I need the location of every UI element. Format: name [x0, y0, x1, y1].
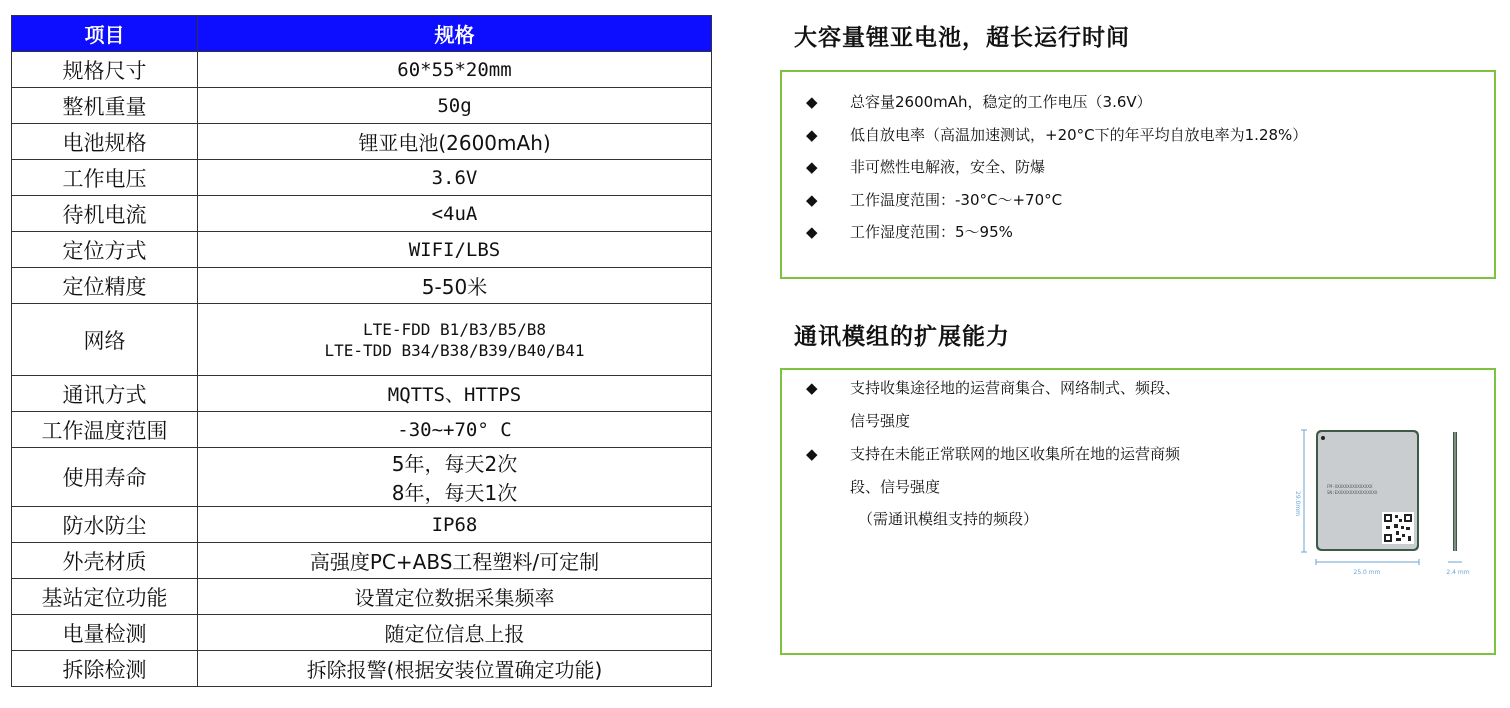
row-value-line: 锂亚电池(2600mAh) — [358, 131, 551, 155]
battery-bullet-item — [782, 123, 1494, 156]
row-value-line: <4uA — [431, 202, 478, 225]
battery-bullet-item — [782, 220, 1494, 253]
diamond-bullet-icon: ◆ — [806, 93, 818, 111]
row-label: 定位精度 — [12, 268, 198, 304]
row-value — [198, 160, 712, 196]
row-value-line: 设置定位数据采集频率 — [354, 586, 555, 610]
row-value-line: IP68 — [431, 513, 478, 536]
table-row — [12, 196, 712, 232]
diamond-bullet-icon: ◆ — [806, 158, 818, 176]
table-row — [12, 507, 712, 543]
pin1-dot — [1321, 436, 1325, 440]
bullet-text-line: 支持在未能正常联网的地区收集所在地的运营商频 — [850, 445, 1181, 463]
battery-bullet-item — [782, 90, 1494, 123]
table-row — [12, 88, 712, 124]
table-header-row — [12, 16, 712, 52]
bullet-text-line: 信号强度 — [850, 412, 911, 430]
diamond-bullet-icon: ◆ — [806, 445, 818, 463]
diamond-bullet-icon: ◆ — [806, 223, 818, 241]
row-label: 定位方式 — [12, 232, 198, 268]
module-note: （需通讯模组支持的频段） — [858, 510, 1039, 528]
row-value-line: 5-50米 — [421, 275, 488, 299]
chip-text-1: FM-XXXXXXXXXXXXXXX — [1327, 484, 1373, 489]
table-row — [12, 543, 712, 579]
table-row — [12, 160, 712, 196]
table-row — [12, 412, 712, 448]
row-value — [198, 196, 712, 232]
battery-bullet-item — [782, 188, 1494, 221]
bullet-text: 低自放电率（高温加速测试，+20°C下的年平均自放电率为1.28%） — [850, 125, 1308, 144]
module-image — [1290, 420, 1490, 590]
diamond-bullet-icon: ◆ — [806, 190, 818, 209]
row-value — [198, 304, 712, 376]
bullet-text-line: 支持收集途径地的运营商集合、网络制式、频段、 — [850, 379, 1181, 397]
row-value-line: 拆除报警(根据安装位置确定功能) — [306, 658, 603, 682]
row-label: 电量检测 — [12, 615, 198, 651]
row-value — [198, 651, 712, 687]
bullet-text: 工作温度范围：-30°C～+70°C — [850, 190, 1063, 209]
diamond-bullet-icon: ◆ — [806, 125, 818, 144]
battery-bullet-item — [782, 155, 1494, 188]
row-value — [198, 124, 712, 160]
battery-box — [780, 70, 1496, 279]
row-value — [198, 615, 712, 651]
row-value — [198, 448, 712, 507]
row-value-line: 50g — [437, 94, 472, 117]
dim-height-label: 29.0mm — [1294, 491, 1301, 517]
row-value-line: 高强度PC+ABS工程塑料/可定制 — [309, 550, 600, 574]
table-row — [12, 124, 712, 160]
row-value-line: 8年，每天1次 — [391, 481, 518, 505]
table-row — [12, 376, 712, 412]
row-value — [198, 232, 712, 268]
row-label: 待机电流 — [12, 196, 198, 232]
row-label: 工作电压 — [12, 160, 198, 196]
row-value — [198, 412, 712, 448]
row-value-line: MQTTS、HTTPS — [387, 384, 522, 406]
dim-width-label: 25.0 mm — [1353, 569, 1381, 576]
bullet-text: 非可燃性电解液，安全、防爆 — [850, 158, 1046, 176]
bullet-text-line: 段、信号强度 — [850, 478, 941, 496]
row-value — [198, 543, 712, 579]
row-value-line: LTE-TDD B34/B38/B39/B40/B41 — [324, 340, 585, 360]
table-row — [12, 52, 712, 88]
bullet-text: 总容量2600mAh，稳定的工作电压（3.6V） — [850, 93, 1152, 111]
row-label: 整机重量 — [12, 88, 198, 124]
row-label: 电池规格 — [12, 124, 198, 160]
table-row — [12, 651, 712, 687]
table-row — [12, 304, 712, 376]
row-label: 基站定位功能 — [12, 579, 198, 615]
table-row — [12, 579, 712, 615]
row-label: 使用寿命 — [12, 448, 198, 507]
header-spec: 规格 — [198, 16, 712, 52]
table-row — [12, 232, 712, 268]
row-value-line: LTE-FDD B1/B3/B5/B8 — [362, 319, 547, 339]
row-value — [198, 88, 712, 124]
row-value-line: 5年，每天2次 — [391, 452, 518, 476]
row-label: 规格尺寸 — [12, 52, 198, 88]
module-heading: 通讯模组的扩展能力 — [794, 324, 1010, 350]
table-row — [12, 268, 712, 304]
row-value-line: 3.6V — [431, 166, 478, 189]
row-value-line: WIFI/LBS — [408, 238, 501, 261]
row-value-line: 60*55*20mm — [397, 58, 512, 81]
row-value — [198, 268, 712, 304]
qr-code-icon — [1382, 512, 1414, 544]
row-value — [198, 579, 712, 615]
header-item: 项目 — [12, 16, 198, 52]
bullet-text: 工作湿度范围：5～95% — [850, 223, 1013, 241]
table-row — [12, 615, 712, 651]
row-value-line: -30~+70° C — [397, 418, 512, 441]
row-label: 外壳材质 — [12, 543, 198, 579]
spec-table — [11, 15, 712, 687]
row-value — [198, 376, 712, 412]
row-value — [198, 507, 712, 543]
row-value-line: 随定位信息上报 — [384, 622, 525, 646]
row-label: 防水防尘 — [12, 507, 198, 543]
battery-heading: 大容量锂亚电池，超长运行时间 — [794, 25, 1130, 51]
row-label: 通讯方式 — [12, 376, 198, 412]
dim-thickness-label: 2.4 mm — [1446, 569, 1470, 576]
row-label: 网络 — [12, 304, 198, 376]
row-label: 拆除检测 — [12, 651, 198, 687]
row-label: 工作温度范围 — [12, 412, 198, 448]
row-value — [198, 52, 712, 88]
battery-list — [782, 72, 1494, 253]
table-row — [12, 448, 712, 507]
chip-text-2: SN:EXXXXXXXXXXXXXXXX — [1327, 490, 1378, 495]
diamond-bullet-icon: ◆ — [806, 379, 818, 397]
